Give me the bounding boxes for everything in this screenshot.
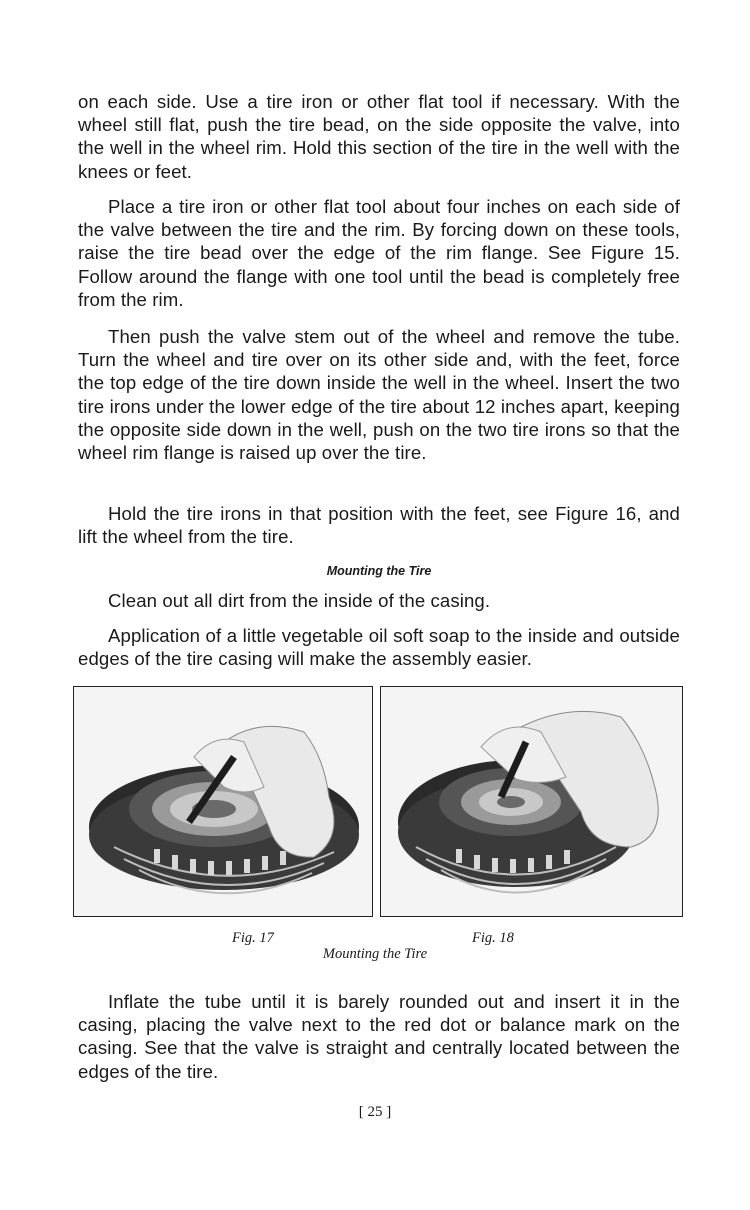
- paragraph-7: Inflate the tube until it is barely rounded out and insert it in the casing, placing the valve next to the red dot or balance mark on the casing. See that the valve is straight and centrally located between the edges of the tire.: [78, 991, 680, 1082]
- figure-17-label: Fig. 17: [232, 930, 274, 946]
- paragraph-5: Clean out all dirt from the inside of the casing.: [108, 590, 491, 611]
- figure-17-photo: [73, 686, 373, 917]
- figure-18-label: Fig. 18: [472, 930, 514, 946]
- paragraph-6: Application of a little vegetable oil soft soap to the inside and outside edges of the tire casing will make the assembly easier.: [78, 625, 680, 670]
- figure-caption: Mounting the Tire: [322, 946, 428, 962]
- paragraph-1: on each side. Use a tire iron or other flat tool if necessary. With the wheel still flat, push the tire bead, on the side opposite the valve, into the well in the wheel rim. Hold this section of the tire in the well with the knees or feet.: [78, 91, 680, 182]
- section-title: Mounting the Tire: [326, 564, 432, 578]
- page-number: [ 25 ]: [358, 1104, 392, 1120]
- figure-18-photo: [380, 686, 683, 917]
- paragraph-2: Place a tire iron or other flat tool about four inches on each side of the valve between the tire and the rim. By forcing down on these tools, raise the tire bead over the edge of the rim flange. See Figure 15. Follow around the flange with one tool until the bead is completely free from the rim.: [78, 196, 680, 310]
- tire-mounting-illustration-17: [74, 687, 372, 916]
- paragraph-3: Then push the valve stem out of the wheel and remove the tube. Turn the wheel and tire over on its other side and, with the feet, force the top edge of the tire down inside the well in the wheel. Insert the two tire irons under the lower edge of the tire about 12 inches apart, keeping the opposite side down in the well, push on the two tire irons so that the wheel rim flange is raised up over the tire.: [78, 326, 680, 464]
- paragraph-4: Hold the tire irons in that position with the feet, see Figure 16, and lift the wheel from the tire.: [78, 503, 680, 548]
- tire-mounting-illustration-18: [381, 687, 682, 916]
